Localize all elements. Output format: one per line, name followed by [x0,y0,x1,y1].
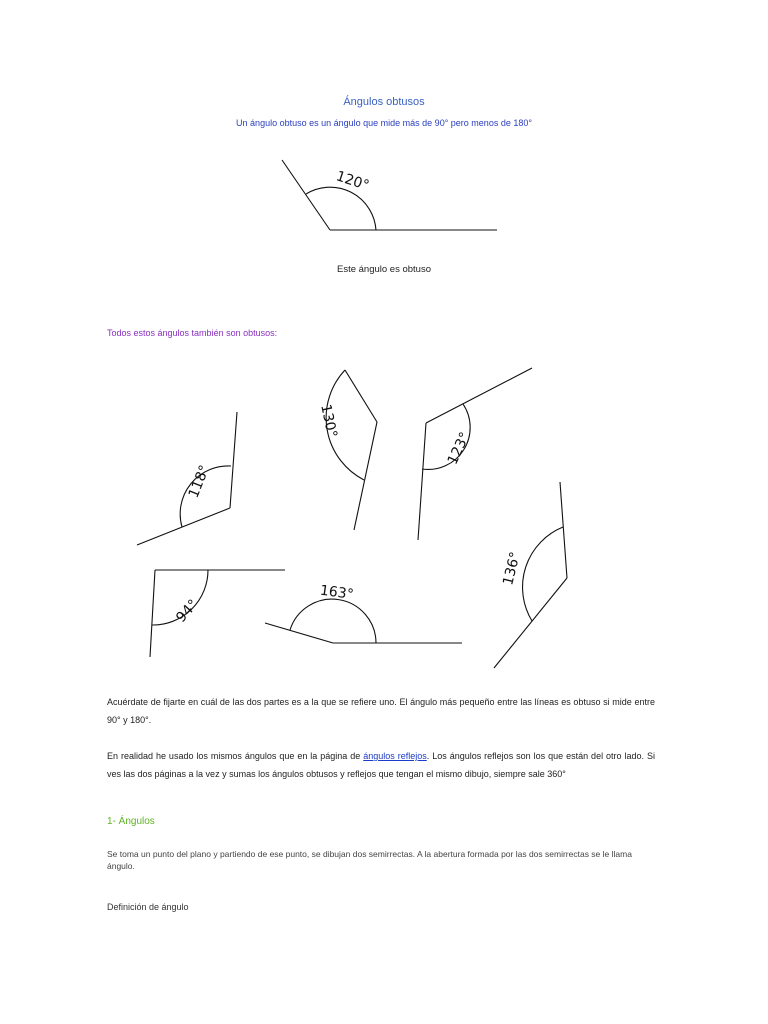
angle-163-figure [265,599,462,643]
paragraph-obtuse-note: Acuérdate de fijarte en cuál de las dos partes es a la que se refiere uno. El ángulo más pequeño entre las líneas es obtuso si mide entre 90° y 180°. [107,697,655,725]
angle-label-118: 118° [185,463,214,501]
angle-label-94: 94° [173,596,202,626]
angle-label-123: 123° [444,429,474,468]
angle-label-130: 130° [317,402,340,440]
page-subtitle: Un ángulo obtuso es un ángulo que mide más de 90° pero menos de 180° [236,118,532,128]
angle-130-figure [326,370,377,530]
page-title: Ángulos obtusos [343,96,425,108]
example-angle-label: 120° [334,168,372,195]
paragraph-reflex-text-after: . Los ángulos reflejos son los que están del otro lado. Si ves las dos páginas a la vez y sumas los ángulos obtusos y reflejos que tengan el mismo dibujo, siempre sale 360° [107,751,655,779]
example-caption: Este ángulo es obtuso [336,264,431,275]
angle-123-figure [418,368,532,540]
reflex-angles-link[interactable]: ángulos reflejos [363,751,427,761]
angle-94-figure [150,570,285,657]
section-heading-angles: 1- Ángulos [107,816,155,827]
obtuse-list-heading: Todos estos ángulos también son obtusos: [107,328,278,338]
definition-label: Definición de ángulo [107,902,189,912]
angle-118-figure [137,412,237,545]
section-angles-text: Se toma un punto del plano y partiendo de ese punto, se dibujan dos semirrectas. A la abertura formada por las dos semirrectas se le llama ángulo. [107,849,632,871]
paragraph-reflex-note [107,747,655,783]
angle-label-136: 136° [500,550,524,587]
paragraph-reflex-text-before: En realidad he usado los mismos ángulos que en la página de [107,751,364,761]
angle-label-163: 163° [318,582,355,604]
